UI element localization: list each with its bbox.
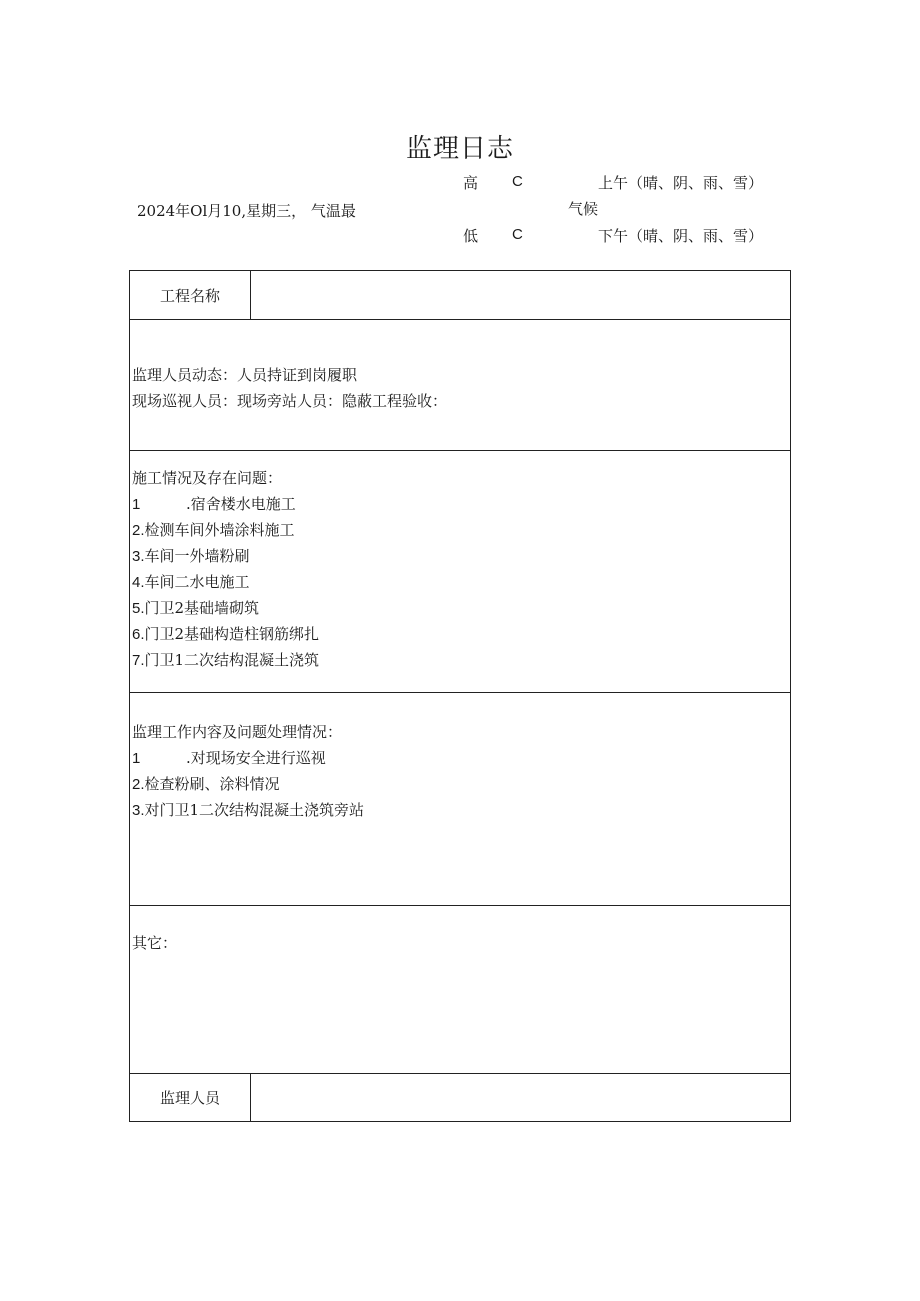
construction-row — [130, 451, 791, 693]
temp-low-unit: C — [512, 226, 523, 243]
supervisor-label: 监理人员 — [130, 1074, 251, 1122]
list-item: 1 .宿舍楼水电施工 — [132, 495, 296, 513]
temp-high-unit: C — [512, 173, 523, 190]
project-name-row — [130, 271, 791, 320]
list-item: 3.车间一外墙粉刷 — [132, 547, 250, 565]
list-item: 2.检查粉刷、涂料情况 — [132, 775, 280, 793]
supervision-cell — [130, 693, 791, 906]
other-cell — [130, 906, 791, 1074]
list-item: 3.对门卫1二次结构混凝土浇筑旁站 — [132, 801, 365, 819]
list-item: 6.门卫2基础构造柱钢筋绑扎 — [132, 625, 320, 643]
other-label: 其它： — [132, 934, 178, 952]
personnel-row — [130, 320, 791, 451]
morning-weather: 上午（晴、阴、雨、雪） — [598, 174, 764, 192]
weather-label: 气候 — [568, 200, 599, 218]
other-row — [130, 906, 791, 1074]
page-title: 监理日志 — [405, 134, 514, 164]
construction-heading: 施工情况及存在问题： — [132, 469, 283, 487]
supervisor-value[interactable] — [251, 1074, 791, 1122]
temp-high-label: 高 — [463, 174, 479, 192]
project-name-label: 工程名称 — [130, 271, 251, 320]
list-item: 5.门卫2基础墙砌筑 — [132, 599, 260, 617]
list-item: 4.车间二水电施工 — [132, 573, 250, 591]
construction-cell — [130, 451, 791, 693]
list-item: 2.检测车间外墙涂料施工 — [132, 521, 295, 539]
date-line: 2024年Ol月10,星期三， 气温最 — [137, 202, 356, 220]
supervisor-row — [130, 1074, 791, 1122]
supervision-log-table — [129, 270, 791, 1122]
personnel-line-1: 监理人员动态：人员持证到岗履职 — [132, 366, 358, 384]
supervision-heading: 监理工作内容及问题处理情况： — [132, 723, 343, 741]
supervision-row — [130, 693, 791, 906]
afternoon-weather: 下午（晴、阴、雨、雪） — [598, 227, 764, 245]
personnel-line-2: 现场巡视人员：现场旁站人员：隐蔽工程验收： — [132, 392, 448, 410]
list-item: 1 .对现场安全进行巡视 — [132, 749, 326, 767]
project-name-value[interactable] — [251, 271, 791, 320]
list-item: 7.门卫1二次结构混凝土浇筑 — [132, 651, 320, 669]
personnel-cell — [130, 320, 791, 451]
temp-low-label: 低 — [463, 227, 479, 245]
